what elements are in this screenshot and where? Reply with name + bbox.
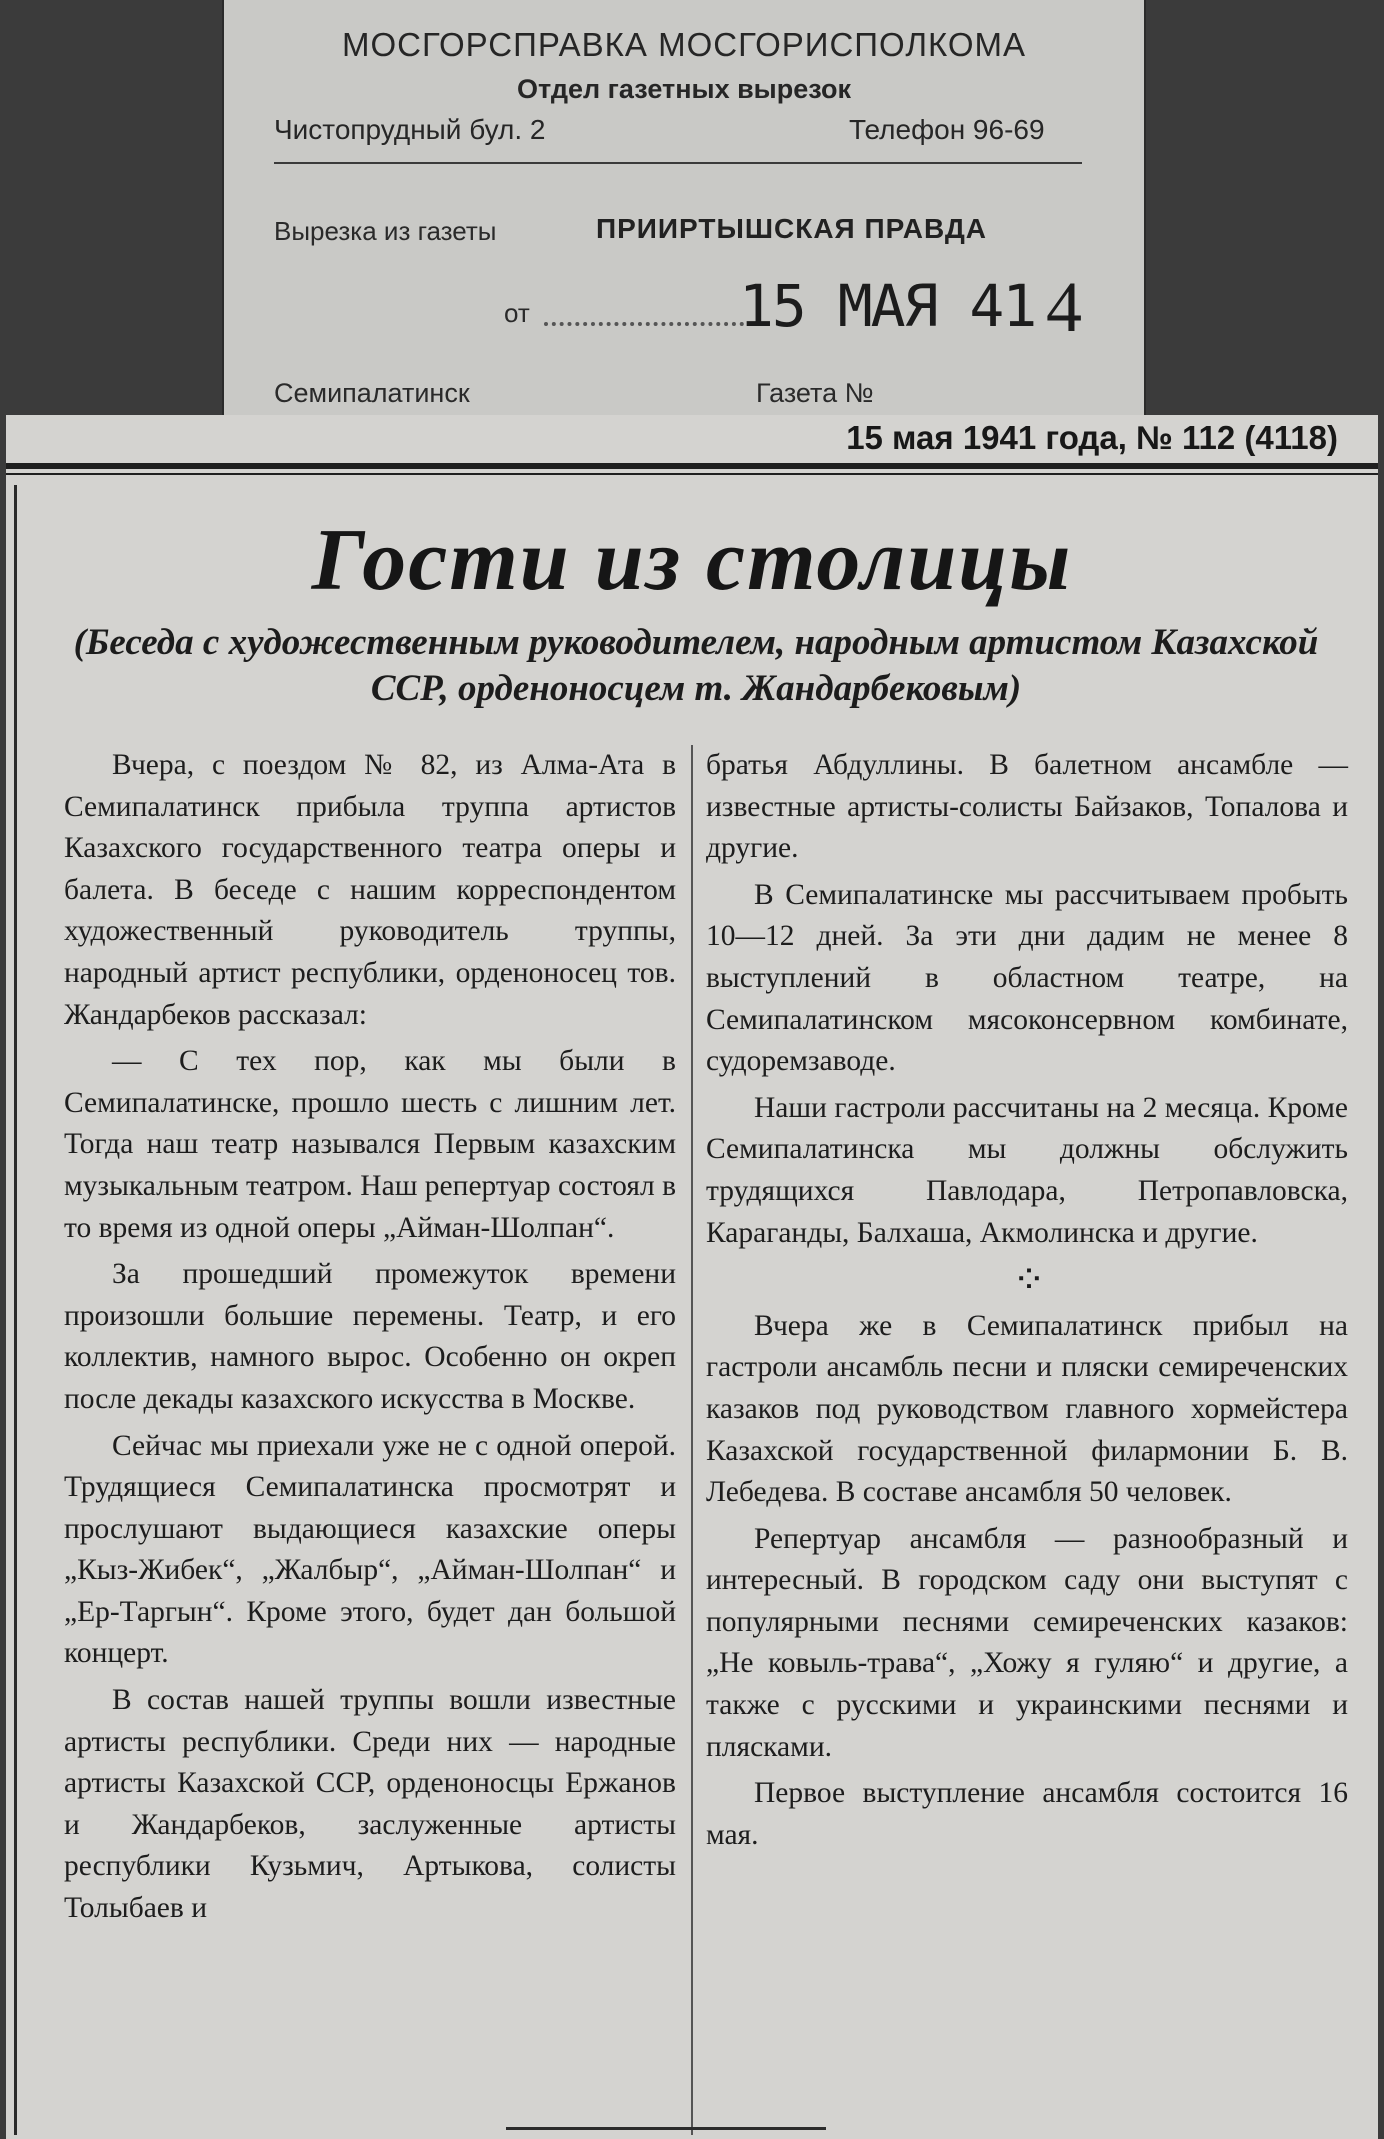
article-column-right: [706, 745, 1348, 1861]
column-divider: [691, 745, 693, 2135]
from-label: от: [504, 298, 530, 328]
left-frame-rule: [14, 485, 17, 2135]
agency-address: Чистопрудный бул. 2: [274, 114, 546, 145]
article-headline: Гости из столицы: [311, 512, 1073, 609]
header-rule-thin: [6, 473, 1378, 475]
bottom-rule: [506, 2127, 826, 2130]
article-subtitle: (Беседа с художественным руководителем, народным артистом Казахской ССР, орденоносцем т. Жандарбековым): [73, 622, 1319, 709]
city-label: Семипалатинск: [274, 378, 470, 408]
newspaper-name: ПРИИРТЫШСКАЯ ПРАВДА: [596, 213, 988, 244]
paragraph: Наши гастроли рассчитаны на 2 месяца. Кроме Семипалатинска мы должны обслужить трудящихся Павлодара, Петропавловска, Караганды, Балхаша, Акмолинска и другие.: [706, 1091, 1348, 1249]
paragraph: Вчера, с поездом № 82, из Алма-Ата в Семипалатинск прибыла труппа артистов Казахского государственного театра оперы и балета. В беседе с нашим корреспондентом художественный руководитель труппы, народный артист республики, орденоносец тов. Жандарбеков рассказал:: [64, 749, 676, 1031]
paragraph: За прошедший промежуток времени произошли большие перемены. Театр, и его коллектив, намного вырос. Особенно он окреп после декады казахского искусства в Москве.: [64, 1258, 676, 1415]
article-column-left: [64, 745, 676, 1935]
department-name: Отдел газетных вырезок: [516, 74, 852, 104]
paragraph: Сейчас мы приехали уже не с одной оперой. Трудящиеся Семипалатинска просмотрят и прослушают выдающиеся казахские оперы „Кыз-Жибек“, „Жалбыр“, „Айман-Шолпан“ и „Ер-Таргын“. Кроме этого, будет дан большой концерт.: [64, 1429, 676, 1670]
cut-from-label: Вырезка из газеты: [274, 216, 497, 246]
paragraph: Первое выступление ансамбля состоится 16 мая.: [706, 1777, 1348, 1851]
paragraph: братья Абдуллины. В балетном ансамбле — известные артисты-солисты Байзаков, Топалова и другие.: [706, 749, 1348, 865]
paragraph: — С тех пор, как мы были в Семипалатинске, прошло шесть с лишним лет. Тогда наш театр назывался Первым казахским музыкальным театром. Наш репертуар состоял в то время из одной оперы „Айман-Шолпан“.: [64, 1045, 676, 1244]
paragraph: В состав нашей труппы вошли известные артисты республики. Среди них — народные артисты Казахской ССР, орденоносцы Ержанов и Жандарбеков, заслуженные артисты республики Кузьмич, Артыкова, солисты Толыбаев и: [64, 1684, 676, 1925]
agency-phone: Телефон 96-69: [849, 114, 1045, 145]
page-number: 4: [1046, 267, 1082, 347]
paragraph: Вчера же в Семипалатинск прибыл на гастроли ансамбль песни и пляски семиреченских казаков под руководством главного хормейстера Казахской государственной филармонии Б. В. Лебедева. В составе ансамбля 50 человек.: [706, 1309, 1348, 1509]
header-rule-thick: [6, 463, 1378, 469]
section-ornament: ⁘: [1012, 1257, 1042, 1303]
date-dotted-line: [544, 298, 744, 326]
paragraph: Репертуар ансамбля — разнообразный и интересный. В городском саду они выступят с популярными песнями семиреченских казаков: „Не ковыль-трава“, „Хожу я гуляю“ и другие, а также с русскими и украинскими песнями и плясками.: [706, 1522, 1348, 1763]
agency-name: МОСГОРСПРАВКА МОСГОРИСПОЛКОМА: [341, 26, 1027, 63]
paragraph: В Семипалатинске мы рассчитываем пробыть 10—12 дней. За эти дни дадим не менее 8 выступлений в областном театре, на Семипалатинском мясоконсервном комбинате, судоремзаводе.: [706, 878, 1348, 1078]
clipping-slip: [224, 0, 1144, 440]
date-stamp: 15 МАЯ 41: [739, 272, 1036, 340]
gazeta-number-label: Газета №: [756, 378, 874, 408]
issue-dateline: 15 мая 1941 года, № 112 (4118): [846, 419, 1338, 456]
slip-divider: [274, 162, 1082, 164]
newspaper-clipping: [6, 415, 1378, 2139]
